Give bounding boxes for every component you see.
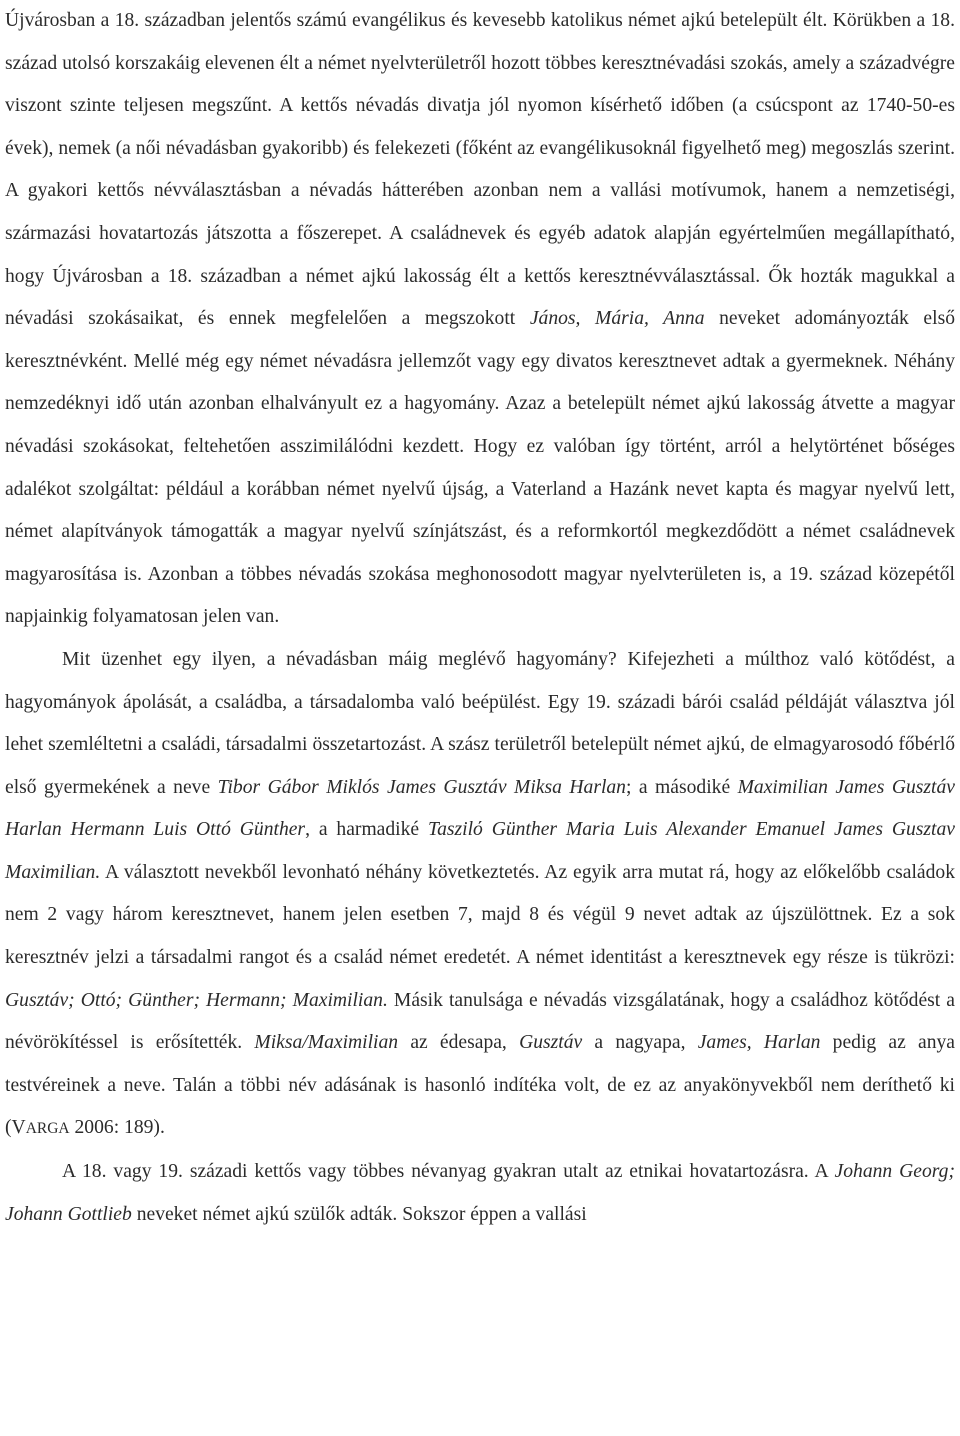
italic-names: Taszilό Günther Maria Luis Alexander Emanuel James Gusztav Maximilian. bbox=[5, 819, 955, 883]
text-run: Mit üzenhet egy ilyen, a névadásban máig meglévő hagyomány? Kifejezheti a múlthoz való kötődést, a hagyományok ápolását, a családba, a társadalomba való beépülést. Egy 19. századi bárói család példáját választva jól lehet szemléltetni a családi, társadalmi összetartozást. A szász területről betelepült német ajkú, de elmagyarosodó főbérlő első gyermekének a neve bbox=[5, 648, 955, 798]
paragraph-3 bbox=[5, 1151, 955, 1236]
text-run: A 18. vagy 19. századi kettős vagy többes névanyag gyakran utalt az etnikai hovatartozásra. A bbox=[62, 1161, 835, 1183]
italic-names: Tibor Gábor Miklós James Gusztáv Miksa Harlan bbox=[217, 776, 626, 798]
italic-names: János, Mária, Anna bbox=[529, 308, 705, 330]
text-run: A választott nevekből levonható néhány következtetés. Az egyik arra mutat rá, hogy az előkelőbb családok nem 2 vagy három keresztnevet, hanem jelen esetben 7, majd 8 és végül 9 nevet adtak az újszülöttnek. Ez a sok keresztnév jelzi a társadalmi rangot és a család német eredetét. A német identitást a keresztnevek egy része is tükrözi: bbox=[5, 861, 955, 969]
italic-names: Maximilian James Gusztáv Harlan Hermann Luis Ottó Günther bbox=[5, 776, 955, 841]
italic-names: Gusztáv bbox=[519, 1032, 583, 1054]
text-run: a nagyapa, bbox=[582, 1032, 698, 1054]
italic-names: James, Harlan bbox=[697, 1032, 821, 1054]
italic-names: Gusztáv; Ottó; Günther; Hermann; Maximilian. bbox=[5, 989, 388, 1011]
paragraph-2 bbox=[5, 639, 955, 1151]
text-run: 2006: 189). bbox=[69, 1117, 165, 1139]
text-run: pedig az anya testvéreinek a neve. Talán a többi név adásának is hasonló indítéka volt, de ez az anyakönyvekből nem deríthető ki (V bbox=[5, 1032, 956, 1139]
small-caps-author: ARGA bbox=[25, 1120, 70, 1138]
text-run: , a harmadiké bbox=[305, 819, 428, 841]
text-run: ; a másodiké bbox=[625, 776, 738, 798]
text-run: neveket német ajkú szülők adták. Sokszor éppen a vallási bbox=[131, 1203, 587, 1225]
text-run: az édesapa, bbox=[398, 1032, 520, 1054]
italic-names: Johann Georg; Johann Gottlieb bbox=[5, 1161, 955, 1225]
italic-names: Miksa/Maximilian bbox=[254, 1032, 399, 1054]
text-run: Másik tanulsága e névadás vizsgálatának, hogy a családhoz kötődést a névörökítéssel is erősítették. bbox=[5, 989, 956, 1054]
document-page bbox=[5, 0, 955, 1236]
text-run: Újvárosban a 18. században jelentős számú evangélikus és kevesebb katolikus német ajkú betelepült élt. Körükben a 18. század utolsó korszakáig elevenen élt a német nyelvterületről hozott többes keresztnévadási szokás, amely a századvégre viszont szinte teljesen megszűnt. A kettős névadás divatja jól nyomon kísérhető időben (a csúcspont az 1740-50-es évek), nemek (a női névadásban gyakoribb) és felekezeti (főként az evangélikusoknál figyelhető meg) megoszlás szerint. A gyakori kettős névválasztásban a névadás hátterében azonban nem a vallási motívumok, hanem a nemzetiségi, származási hovatartozás játszotta a főszerepet. A családnevek és egyéb adatok alapján egyértelműen megállapítható, hogy Újvárosban a 18. században a német ajkú lakosság élt a kettős keresztnévválasztással. Ők hozták magukkal a névadási szokásaikat, és ennek megfelelően a megszokott bbox=[5, 10, 955, 330]
text-run: neveket adományozták első keresztnévként. Mellé még egy német névadásra jellemzőt vagy egy divatos keresztnevet adtak a gyermeknek. Néhány nemzedéknyi idő után azonban elhalványult ez a hagyomány. Azaz a betelepült német ajkú lakosság átvette a magyar névadási szokásokat, feltehetően asszimilálódni kezdett. Hogy ez valóban így történt, arról a helytörténet bőséges adalékot szolgáltat: például a korábban német nyelvű újság, a Vaterland a Hazánk nevet kapta és magyar nyelvű lett, német alapítványok támogatták a magyar nyelvű színjátszást, és a reformkortól megkezdődött a német családnevek magyarosítása is. Azonban a többes névadás szokása meghonosodott magyar nyelvterületen is, a 19. század közepétől napjainkig folyamatosan jelen van. bbox=[5, 308, 955, 628]
paragraph-1 bbox=[5, 0, 955, 639]
